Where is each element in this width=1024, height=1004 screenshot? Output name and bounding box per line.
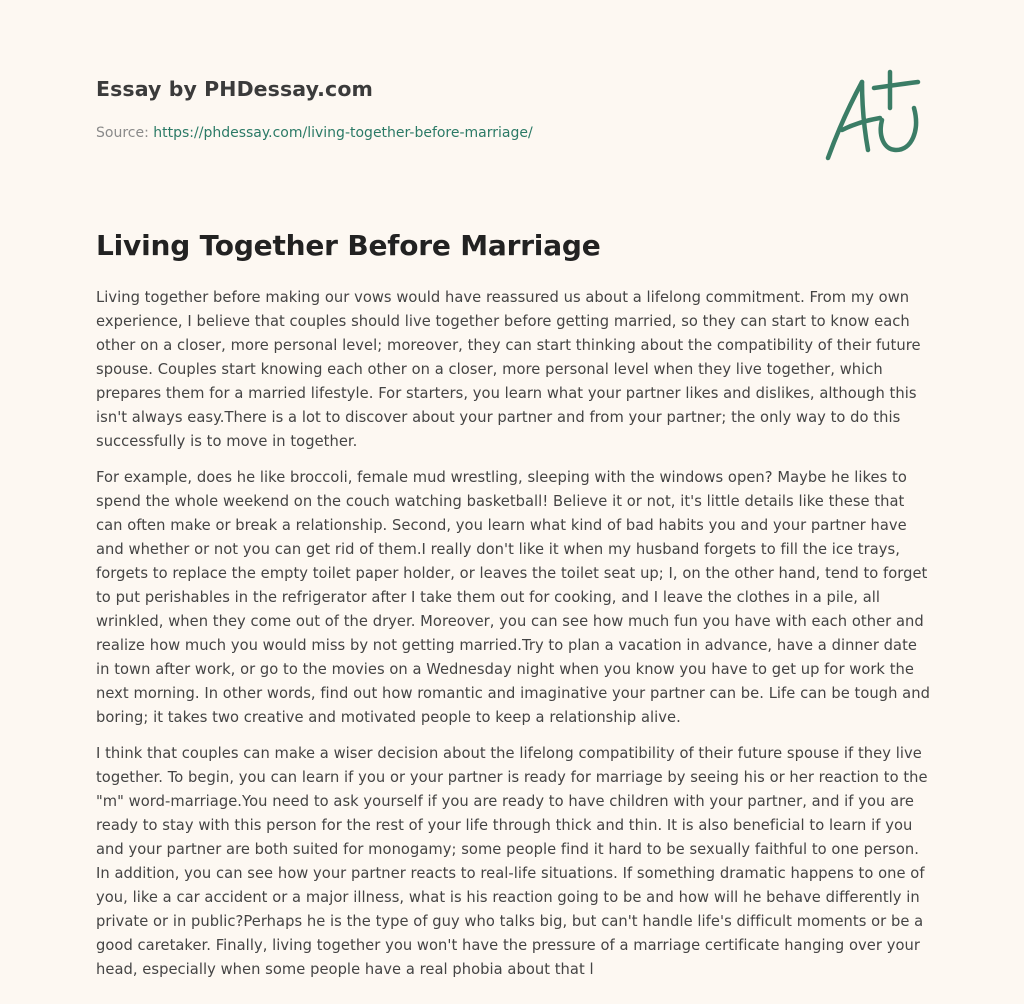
essay-paragraph: Living together before making our vows would have reassured us about a lifelong commitment. From my own experience, I believe that couples should live together before getting married, so they can start to know each other on a closer, more personal level; moreover, they can start thinking about the compatibility of their future spouse. Couples start knowing each other on a closer, more personal level when they live together, which prepares them for a married lifestyle. For starters, you learn what your partner likes and dislikes, although this isn't always easy.There is a lot to discover about your partner and from your partner; the only way to do this successfully is to move in together. bbox=[96, 289, 921, 450]
source-label: Source: bbox=[96, 125, 149, 141]
page-header bbox=[96, 74, 796, 143]
essay-title: Living Together Before Marriage bbox=[96, 229, 601, 262]
source-link[interactable]: https://phdessay.com/living-together-before-marriage/ bbox=[153, 125, 533, 141]
essay-paragraph: I think that couples can make a wiser decision about the lifelong compatibility of their future spouse if they live together. To begin, you can learn if you or your partner is ready for marriage by seeing his or her reaction to the "m" word-marriage.You need to ask yourself if you are ready to have children with your partner, and if you are ready to stay with this person for the rest of your life through thick and thin. It is also beneficial to learn if you and your partner are both suited for monogamy; some people find it hard to be sexually faithful to one person. In addition, you can see how your partner reacts to real-life situations. If something dramatic happens to one of you, like a car accident or a major illness, what is his reaction going to be and how will he behave differently in private or in public?Perhaps he is the type of guy who talks big, but can't handle life's difficult moments or be a good caretaker. Finally, living together you won't have the pressure of a marriage certificate hanging over your head, especially when some people have a real phobia about that l bbox=[96, 745, 928, 978]
a-plus-logo-icon bbox=[818, 64, 930, 168]
essay-body bbox=[96, 286, 930, 994]
site-brand: Essay by PHDessay.com bbox=[96, 77, 373, 101]
essay-paragraph: For example, does he like broccoli, female mud wrestling, sleeping with the windows open? Maybe he likes to spend the whole weekend on the couch watching basketball! Believe it or not, it's little details like these that can often make or break a relationship. Second, you learn what kind of bad habits you and your partner have and whether or not you can get rid of them.I really don't like it when my husband forgets to fill the ice trays, forgets to replace the empty toilet paper holder, or leaves the toilet seat up; I, on the other hand, tend to forget to put perishables in the refrigerator after I take them out for cooking, and I leave the clothes in a pile, all wrinkled, when they come out of the dryer. Moreover, you can see how much fun you have with each other and realize how much you would miss by not getting married.Try to plan a vacation in advance, have a dinner date in town after work, or go to the movies on a Wednesday night when you know you have to get up for work the next morning. In other words, find out how romantic and imaginative your partner can be. Life can be tough and boring; it takes two creative and motivated people to keep a relationship alive. bbox=[96, 469, 930, 726]
source-line bbox=[96, 123, 796, 143]
